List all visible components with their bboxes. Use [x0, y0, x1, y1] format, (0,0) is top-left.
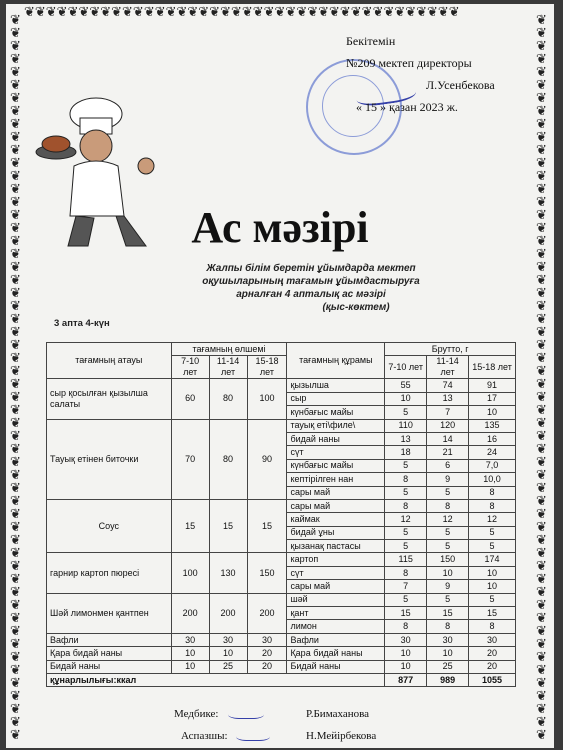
ingredient-name: каймак [287, 513, 385, 526]
gross-11-14: 5 [427, 526, 469, 539]
gross-15-18: 174 [469, 553, 516, 566]
portion-7-10: 70 [171, 419, 209, 499]
ornament-border-top: ❦❦❦❦❦❦❦❦❦❦❦❦❦❦❦❦❦❦❦❦❦❦❦❦❦❦❦❦❦❦❦❦❦❦❦❦❦❦❦❦ [24, 6, 460, 20]
gross-7-10: 8 [385, 620, 427, 633]
cook-label: Аспазшы: [181, 730, 228, 742]
table-row [47, 660, 516, 673]
gross-11-14: 25 [427, 660, 469, 673]
header-age: 11-14 лет [427, 356, 469, 379]
ingredient-name: сары май [287, 486, 385, 499]
subtitle-line-1: Жалпы білім беретін ұйымдарда мектеп [206, 263, 416, 274]
ingredient-name: сүт [287, 566, 385, 579]
gross-7-10: 13 [385, 432, 427, 445]
total-row [47, 673, 516, 686]
dish-name: гарнир картоп пюресі [47, 553, 172, 593]
gross-15-18: 15 [469, 607, 516, 620]
gross-15-18: 24 [469, 446, 516, 459]
portion-11-14: 15 [209, 499, 247, 553]
header-age: 11-14 лет [209, 356, 247, 379]
subtitle-line-2: оқушыларының тағамын ұйымдастыруға [202, 276, 420, 287]
gross-7-10: 5 [385, 459, 427, 472]
gross-7-10: 5 [385, 540, 427, 553]
dish-name: сыр қосылған қызылша салаты [47, 379, 172, 419]
ingredient-name: Қара бидай наны [287, 647, 385, 660]
header-gross: Брутто, г [385, 343, 516, 356]
gross-7-10: 8 [385, 566, 427, 579]
subtitle-line-4: (қыс-көктем) [322, 302, 390, 313]
ingredient-name: бидай наны [287, 432, 385, 445]
portion-7-10: 200 [171, 593, 209, 633]
gross-7-10: 12 [385, 513, 427, 526]
ornament-border-right: ❦ ❦ ❦ ❦ ❦ ❦ ❦ ❦ ❦ ❦ ❦ ❦ ❦ ❦ ❦ ❦ ❦ ❦ ❦ ❦ ❦ ❦ ❦ ❦ ❦ ❦ ❦ ❦ ❦ ❦ ❦ ❦ ❦ ❦ ❦ ❦ ❦ ❦ ❦ ❦ ❦ ❦ ❦ ❦ ❦ ❦ ❦ ❦ ❦ ❦ ❦ ❦ ❦ ❦ ❦ ❦ [536, 14, 547, 739]
portion-11-14: 30 [209, 633, 247, 646]
ingredient-name: қызанақ пастасы [287, 540, 385, 553]
nurse-signature [228, 704, 264, 719]
gross-11-14: 7 [427, 406, 469, 419]
menu-table [46, 342, 516, 687]
ingredient-name: күнбағыс майы [287, 406, 385, 419]
header-age: 15-18 лет [247, 356, 287, 379]
gross-11-14: 12 [427, 513, 469, 526]
gross-15-18: 5 [469, 593, 516, 606]
gross-7-10: 5 [385, 593, 427, 606]
table-row [47, 379, 516, 392]
table-row [47, 419, 516, 432]
portion-15-18: 150 [247, 553, 287, 593]
page-title: Ас мәзірі [191, 203, 369, 252]
portion-11-14: 10 [209, 647, 247, 660]
portion-15-18: 200 [247, 593, 287, 633]
portion-7-10: 60 [171, 379, 209, 419]
portion-15-18: 15 [247, 499, 287, 553]
gross-11-14: 30 [427, 633, 469, 646]
nurse-label: Медбике: [174, 708, 219, 720]
gross-11-14: 10 [427, 647, 469, 660]
gross-11-14: 9 [427, 473, 469, 486]
gross-15-18: 10 [469, 580, 516, 593]
cook-signature [236, 726, 270, 741]
portion-15-18: 90 [247, 419, 287, 499]
gross-15-18: 135 [469, 419, 516, 432]
ingredient-name: картоп [287, 553, 385, 566]
ingredient-name: сары май [287, 580, 385, 593]
gross-15-18: 10 [469, 406, 516, 419]
gross-7-10: 5 [385, 406, 427, 419]
gross-7-10: 110 [385, 419, 427, 432]
gross-7-10: 5 [385, 486, 427, 499]
gross-15-18: 10,0 [469, 473, 516, 486]
gross-7-10: 7 [385, 580, 427, 593]
ingredient-name: кептірілген нан [287, 473, 385, 486]
gross-15-18: 10 [469, 566, 516, 579]
header-dish: тағамның атауы [47, 343, 172, 379]
portion-7-10: 100 [171, 553, 209, 593]
gross-11-14: 150 [427, 553, 469, 566]
header-age: 7-10 лет [171, 356, 209, 379]
gross-7-10: 30 [385, 633, 427, 646]
gross-15-18: 8 [469, 499, 516, 512]
gross-7-10: 5 [385, 526, 427, 539]
gross-7-10: 8 [385, 473, 427, 486]
gross-15-18: 5 [469, 526, 516, 539]
gross-11-14: 5 [427, 593, 469, 606]
gross-7-10: 8 [385, 499, 427, 512]
portion-15-18: 30 [247, 633, 287, 646]
ingredient-name: бидай ұны [287, 526, 385, 539]
gross-7-10: 10 [385, 647, 427, 660]
gross-15-18: 12 [469, 513, 516, 526]
nurse-name: Р.Бимаханова [306, 708, 370, 720]
table-row [47, 499, 516, 512]
ingredient-name: сары май [287, 499, 385, 512]
gross-15-18: 91 [469, 379, 516, 392]
portion-15-18: 100 [247, 379, 287, 419]
approval-line-1: Бекітемін [346, 34, 396, 48]
gross-15-18: 5 [469, 540, 516, 553]
ingredient-name: қант [287, 607, 385, 620]
gross-15-18: 7,0 [469, 459, 516, 472]
header-composition: тағамның құрамы [287, 343, 385, 379]
portion-11-14: 130 [209, 553, 247, 593]
dish-name: Вафли [47, 633, 172, 646]
approval-line-2: №209 мектеп директоры [346, 56, 472, 70]
table-row [47, 553, 516, 566]
portion-7-10: 30 [171, 633, 209, 646]
ingredient-name: сыр [287, 392, 385, 405]
ornament-border-left: ❦ ❦ ❦ ❦ ❦ ❦ ❦ ❦ ❦ ❦ ❦ ❦ ❦ ❦ ❦ ❦ ❦ ❦ ❦ ❦ ❦ ❦ ❦ ❦ ❦ ❦ ❦ ❦ ❦ ❦ ❦ ❦ ❦ ❦ ❦ ❦ ❦ ❦ ❦ ❦ ❦ ❦ ❦ ❦ ❦ ❦ ❦ ❦ ❦ ❦ ❦ ❦ ❦ ❦ ❦ ❦ [10, 14, 21, 739]
header-portion: тағамның өлшемі [171, 343, 287, 356]
ingredient-name: шәй [287, 593, 385, 606]
portion-15-18: 20 [247, 647, 287, 660]
ingredient-name: Вафли [287, 633, 385, 646]
gross-11-14: 8 [427, 499, 469, 512]
gross-11-14: 10 [427, 566, 469, 579]
gross-11-14: 5 [427, 540, 469, 553]
total-kcal: 1055 [469, 673, 516, 686]
dish-name: Шәй лимонмен қантпен [47, 593, 172, 633]
gross-11-14: 13 [427, 392, 469, 405]
portion-11-14: 200 [209, 593, 247, 633]
gross-11-14: 21 [427, 446, 469, 459]
gross-15-18: 8 [469, 486, 516, 499]
gross-11-14: 9 [427, 580, 469, 593]
gross-11-14: 15 [427, 607, 469, 620]
ingredient-name: сүт [287, 446, 385, 459]
header-age: 7-10 лет [385, 356, 427, 379]
gross-7-10: 55 [385, 379, 427, 392]
dish-name: Тауық етінен биточки [47, 419, 172, 499]
portion-7-10: 10 [171, 660, 209, 673]
approval-line-3: Л.Усенбекова [426, 78, 495, 92]
total-kcal: 877 [385, 673, 427, 686]
portion-11-14: 80 [209, 379, 247, 419]
gross-11-14: 14 [427, 432, 469, 445]
table-row [47, 593, 516, 606]
gross-7-10: 15 [385, 607, 427, 620]
gross-11-14: 8 [427, 620, 469, 633]
cook-name: Н.Мейірбекова [306, 730, 377, 742]
table-row [47, 633, 516, 646]
gross-15-18: 20 [469, 660, 516, 673]
header-age: 15-18 лет [469, 356, 516, 379]
week-day-label: 3 апта 4-күн [54, 318, 110, 329]
approval-line-4: « 15 » қазан 2023 ж. [356, 100, 458, 114]
gross-7-10: 10 [385, 392, 427, 405]
gross-7-10: 18 [385, 446, 427, 459]
portion-11-14: 25 [209, 660, 247, 673]
approval-block [346, 34, 546, 122]
gross-15-18: 16 [469, 432, 516, 445]
portion-15-18: 20 [247, 660, 287, 673]
subtitle [166, 262, 456, 314]
portion-7-10: 10 [171, 647, 209, 660]
portion-7-10: 15 [171, 499, 209, 553]
ingredient-name: Бидай наны [287, 660, 385, 673]
gross-11-14: 5 [427, 486, 469, 499]
total-kcal: 989 [427, 673, 469, 686]
ingredient-name: лимон [287, 620, 385, 633]
gross-11-14: 120 [427, 419, 469, 432]
dish-name: Соус [47, 499, 172, 553]
dish-name: Қара бидай наны [47, 647, 172, 660]
ingredient-name: күнбағыс майы [287, 459, 385, 472]
dish-name: Бидай наны [47, 660, 172, 673]
total-label: құнарлылығы:ккал [47, 673, 385, 686]
gross-15-18: 30 [469, 633, 516, 646]
portion-11-14: 80 [209, 419, 247, 499]
gross-15-18: 17 [469, 392, 516, 405]
menu-document [6, 4, 554, 748]
table-row [47, 647, 516, 660]
gross-11-14: 74 [427, 379, 469, 392]
gross-11-14: 6 [427, 459, 469, 472]
ingredient-name: қызылша [287, 379, 385, 392]
gross-15-18: 8 [469, 620, 516, 633]
gross-7-10: 115 [385, 553, 427, 566]
gross-15-18: 20 [469, 647, 516, 660]
subtitle-line-3: арналған 4 апталық ас мәзірі [236, 289, 386, 300]
ingredient-name: тауық еті\филе\ [287, 419, 385, 432]
gross-7-10: 10 [385, 660, 427, 673]
